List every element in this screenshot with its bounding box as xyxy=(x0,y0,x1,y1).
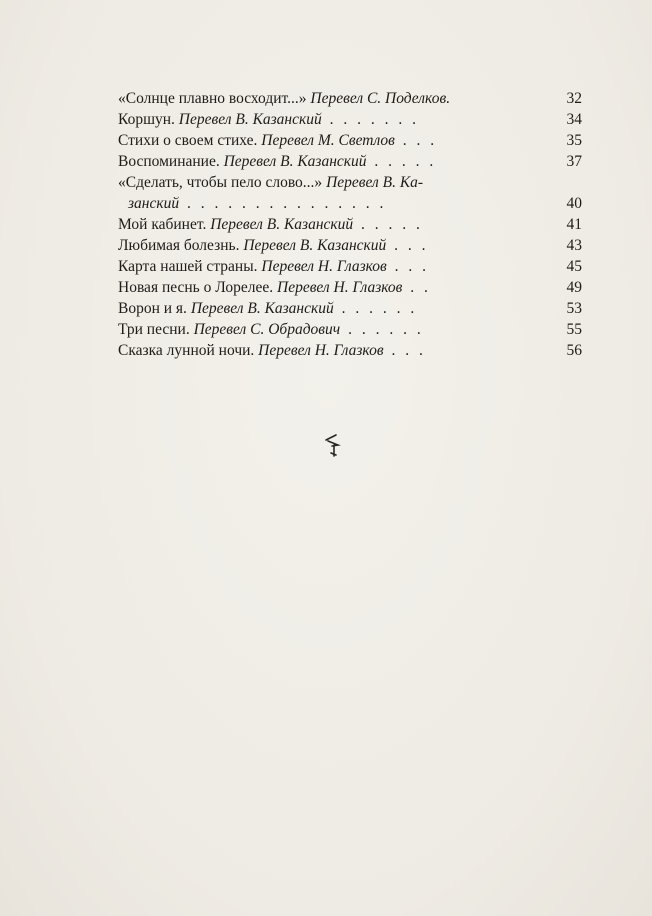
toc-entry xyxy=(118,151,582,172)
toc-entry xyxy=(118,235,582,256)
entry-translator: Перевел Н. Глазков xyxy=(261,258,387,275)
entry-leader xyxy=(450,90,454,107)
toc-entry xyxy=(118,256,582,277)
toc-entry xyxy=(118,319,582,340)
entry-leader: . . . . . . . . . . . . . . . xyxy=(187,195,387,212)
toc-entry xyxy=(118,340,582,361)
entry-translator: Перевел В. Казанский xyxy=(190,300,334,317)
toc-entry xyxy=(118,88,582,109)
entry-page-number: 32 xyxy=(566,90,582,107)
entry-page-number: 41 xyxy=(566,216,582,233)
entry-title: Ворон и я. xyxy=(118,300,187,317)
entry-leader: . . . xyxy=(391,342,426,359)
toc-entry xyxy=(118,172,582,214)
entry-title: Три песни. xyxy=(118,321,190,338)
entry-title: «Солнце плавно восходит...» xyxy=(118,90,307,107)
entry-translator: Перевел В. Казанский xyxy=(178,111,322,128)
entry-title: Любимая болезнь. xyxy=(118,237,240,254)
entry-translator: Перевел С. Поделков. xyxy=(310,90,451,107)
entry-page-number: 34 xyxy=(566,111,582,128)
entry-page-number: 56 xyxy=(566,342,582,359)
entry-title: Мой кабинет. xyxy=(118,216,207,233)
entry-title: «Сделать, чтобы пело слово...» xyxy=(118,174,323,191)
entry-leader: . . xyxy=(410,279,431,296)
toc-entry xyxy=(118,130,582,151)
entry-leader: . . . xyxy=(402,132,438,149)
entry-title: Воспоминание. xyxy=(118,153,220,170)
entry-translator: Перевел В. Казанский xyxy=(223,153,367,170)
toc-entry xyxy=(118,298,582,319)
entry-page-number: 43 xyxy=(566,237,582,254)
entry-title: Новая песнь о Лорелее. xyxy=(118,279,274,296)
table-of-contents xyxy=(118,88,582,361)
entry-translator: Перевел С. Обрадович xyxy=(193,321,341,338)
entry-page-number: 40 xyxy=(566,195,582,212)
entry-page-number: 53 xyxy=(566,300,582,317)
entry-title: Стихи о своем стихе. xyxy=(118,132,258,149)
entry-leader: . . . . . xyxy=(374,153,437,170)
entry-leader: . . . . . . xyxy=(348,321,424,338)
entry-translator: Перевел Н. Глазков xyxy=(277,279,403,296)
entry-leader: . . . . . . xyxy=(341,300,418,317)
entry-leader: . . . . . xyxy=(361,216,423,233)
entry-page-number: 45 xyxy=(566,258,582,275)
toc-entry xyxy=(118,277,582,298)
entry-page-number: 49 xyxy=(566,279,582,296)
toc-entry xyxy=(118,109,582,130)
entry-page-number: 55 xyxy=(566,321,582,338)
entry-translator: Перевел М. Светлов xyxy=(261,132,395,149)
entry-title: Коршун. xyxy=(118,111,175,128)
entry-title: Сказка лунной ночи. xyxy=(118,342,255,359)
entry-translator: Перевел В. Ка- xyxy=(326,174,424,191)
entry-page-number: 37 xyxy=(566,153,582,170)
entry-leader: . . . xyxy=(394,258,430,275)
printer-mark-icon xyxy=(322,432,344,458)
entry-translator: Перевел Н. Глазков xyxy=(258,342,384,359)
entry-page-number: 35 xyxy=(566,132,582,149)
entry-leader: . . . xyxy=(394,237,429,254)
toc-entry xyxy=(118,214,582,235)
entry-translator-continuation: занский xyxy=(128,195,180,212)
entry-translator: Перевел В. Казанский xyxy=(210,216,354,233)
entry-translator: Перевел В. Казанский xyxy=(243,237,387,254)
entry-title: Карта нашей страны. xyxy=(118,258,258,275)
entry-leader: . . . . . . . xyxy=(329,111,419,128)
